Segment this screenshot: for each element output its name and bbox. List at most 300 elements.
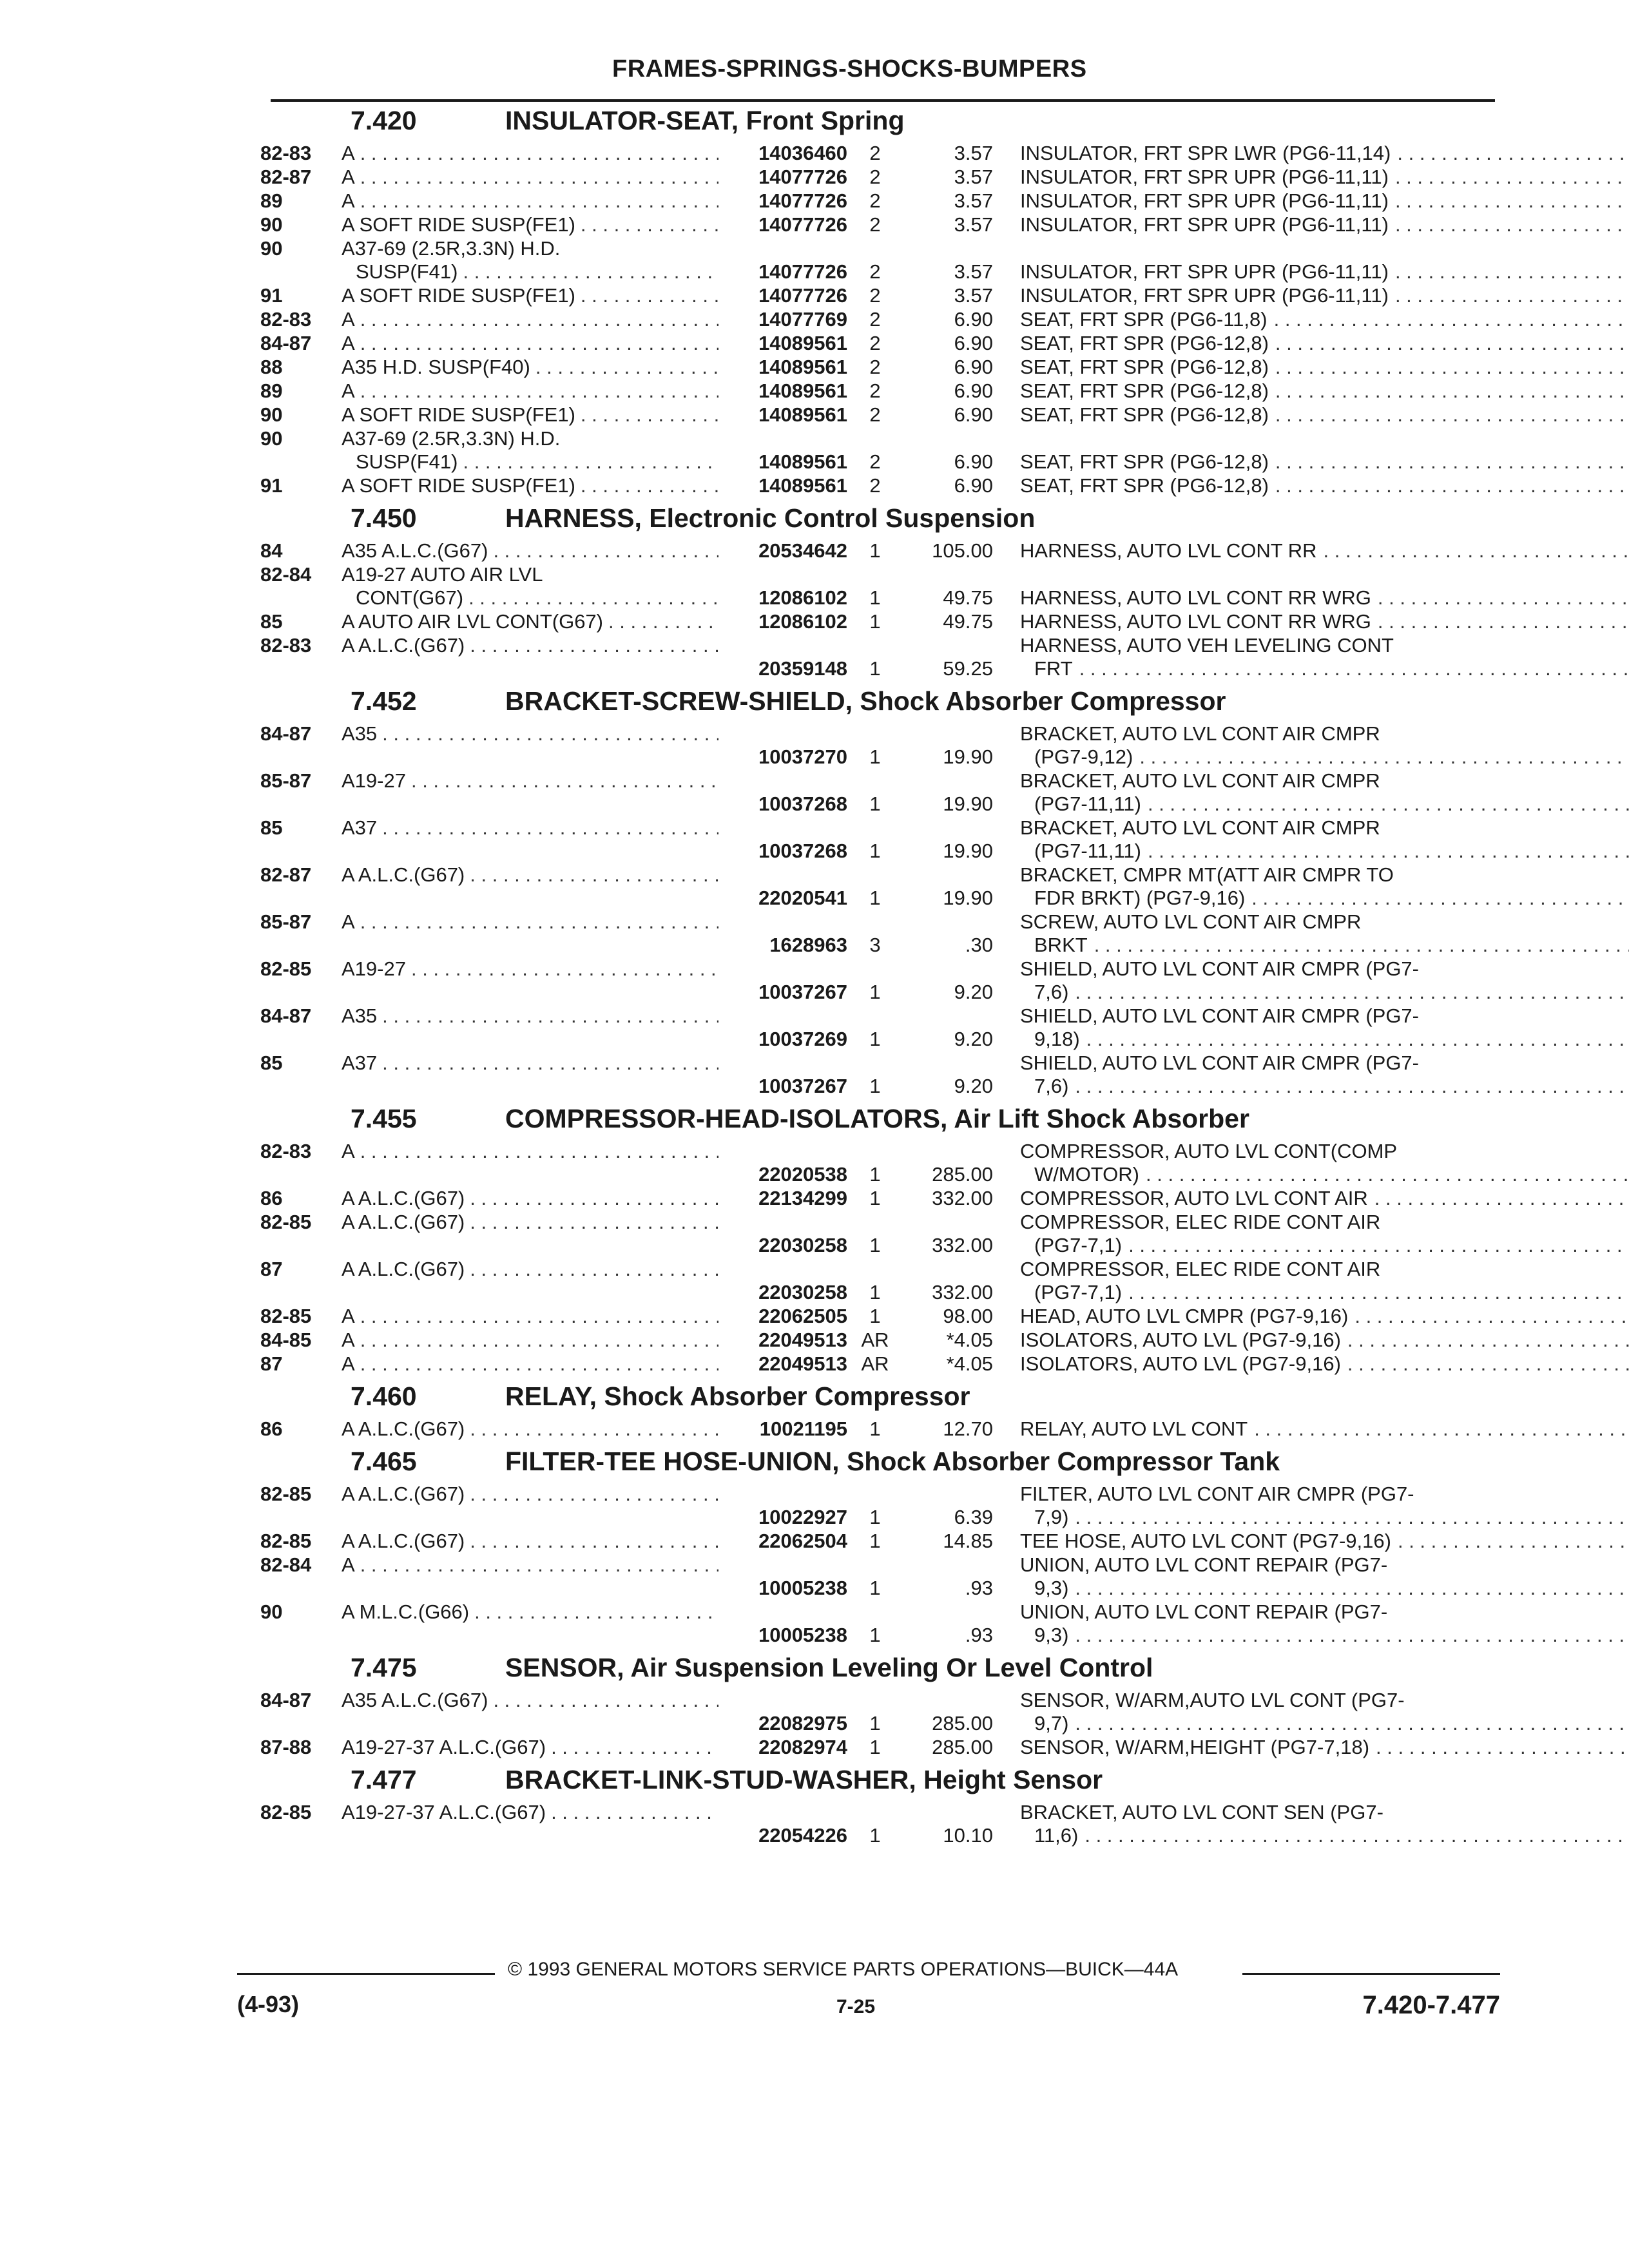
model-cell — [342, 1140, 718, 1186]
description-line — [1020, 284, 1629, 307]
model-year: 82-83 — [260, 1140, 312, 1162]
leader-dots — [1080, 1028, 1629, 1051]
leader-dots — [530, 356, 718, 379]
price: 105.00 — [932, 539, 993, 562]
price: *4.05 — [946, 1329, 993, 1351]
description-text: W/MOTOR) — [1034, 1163, 1140, 1186]
description-text: BRACKET, AUTO LVL CONT AIR CMPR — [1020, 722, 1380, 745]
part-row — [260, 1004, 1498, 1051]
price: 6.90 — [954, 380, 993, 402]
part-description — [993, 1329, 1629, 1352]
part-row — [260, 910, 1498, 957]
description-text: SEAT, FRT SPR (PG6-11,8) — [1020, 308, 1268, 331]
model-line — [342, 610, 718, 633]
part-row — [260, 356, 1498, 379]
part-description — [993, 1211, 1629, 1257]
section-title: SENSOR, Air Suspension Leveling Or Level Control — [505, 1653, 1153, 1682]
description-line — [1020, 840, 1629, 863]
leader-dots — [1068, 1624, 1629, 1647]
part-row — [260, 539, 1498, 562]
leader-dots — [377, 722, 718, 745]
model-line — [342, 474, 718, 497]
leader-dots — [1391, 1530, 1629, 1553]
part-row — [260, 284, 1498, 307]
quantity: 1 — [869, 1530, 881, 1552]
part-row — [260, 1736, 1498, 1759]
description-text: TEE HOSE, AUTO LVL CONT (PG7-9,16) — [1020, 1530, 1391, 1552]
model-line — [342, 1736, 718, 1759]
leader-dots — [355, 308, 718, 331]
part-description — [993, 1553, 1629, 1600]
description-text: (PG7-7,1) — [1034, 1234, 1123, 1256]
model-cell — [342, 1801, 718, 1847]
model-text: A A.L.C.(G67) — [342, 634, 465, 657]
leader-dots — [1078, 1824, 1629, 1847]
model-line — [342, 427, 718, 450]
price: 9.20 — [954, 1028, 993, 1050]
leader-dots — [1389, 284, 1629, 307]
model-text: A SOFT RIDE SUSP(FE1) — [342, 284, 575, 307]
description-line — [1020, 887, 1629, 910]
section-heading — [260, 1760, 1498, 1801]
part-description — [993, 213, 1629, 236]
section-number: 7.450 — [351, 503, 417, 533]
description-line — [1020, 1712, 1629, 1735]
description-text: 9,7) — [1034, 1712, 1069, 1735]
model-text: A35 — [342, 722, 378, 745]
description-line — [1020, 189, 1629, 213]
description-line — [1020, 863, 1629, 887]
model-line — [342, 1600, 718, 1624]
description-line — [1020, 1329, 1629, 1352]
model-year: 84-87 — [260, 722, 312, 745]
model-text: A SOFT RIDE SUSP(FE1) — [342, 403, 575, 426]
description-line — [1020, 539, 1629, 562]
part-description — [993, 1736, 1629, 1759]
model-year: 90 — [260, 237, 283, 260]
page-header — [271, 55, 1495, 101]
part-description — [993, 1483, 1629, 1529]
part-row — [260, 863, 1498, 910]
part-description — [993, 1187, 1629, 1210]
model-line — [342, 380, 718, 403]
model-text: SUSP(F41) — [356, 450, 458, 473]
model-cell — [342, 1211, 718, 1257]
leader-dots — [355, 380, 718, 403]
model-cell — [342, 539, 718, 562]
model-year: 84-87 — [260, 332, 312, 354]
model-line — [342, 332, 718, 355]
part-row — [260, 769, 1498, 816]
description-line — [1020, 657, 1629, 680]
description-line — [1020, 260, 1629, 284]
description-line — [1020, 1506, 1629, 1529]
description-text: INSULATOR, FRT SPR UPR (PG6-11,11) — [1020, 260, 1389, 283]
model-text: A A.L.C.(G67) — [342, 1530, 465, 1552]
model-cell — [342, 1352, 718, 1376]
model-text: A — [342, 332, 355, 354]
description-text: BRKT — [1034, 934, 1088, 956]
quantity: 1 — [869, 1305, 881, 1327]
model-cell — [342, 332, 718, 355]
model-year: 82-85 — [260, 1801, 312, 1823]
model-text: A37-69 (2.5R,3.3N) H.D. — [342, 427, 561, 450]
description-text: COMPRESSOR, ELEC RIDE CONT AIR — [1020, 1258, 1381, 1280]
model-cell — [342, 189, 718, 213]
description-text: SEAT, FRT SPR (PG6-12,8) — [1020, 380, 1269, 402]
model-text: A — [342, 1553, 355, 1576]
model-cell — [342, 284, 718, 307]
model-line — [342, 1553, 718, 1577]
part-row — [260, 1140, 1498, 1186]
price: 98.00 — [943, 1305, 993, 1327]
model-year: 82-85 — [260, 1483, 312, 1505]
leader-dots — [458, 450, 718, 474]
quantity: 2 — [869, 474, 881, 497]
part-number: 22020538 — [758, 1163, 847, 1186]
part-number: 10037268 — [758, 840, 847, 862]
model-cell — [342, 863, 718, 910]
leader-dots — [355, 332, 718, 355]
price: .30 — [965, 934, 993, 956]
part-number: 14089561 — [758, 403, 847, 426]
part-number: 14077726 — [758, 213, 847, 236]
description-text: ISOLATORS, AUTO LVL (PG7-9,16) — [1020, 1329, 1341, 1351]
part-row — [260, 403, 1498, 427]
model-year: 90 — [260, 427, 283, 450]
part-description — [993, 1689, 1629, 1735]
price: 285.00 — [932, 1163, 993, 1186]
leader-dots — [1068, 981, 1629, 1004]
model-text: A19-27 — [342, 769, 406, 792]
part-number: 10037267 — [758, 981, 847, 1003]
description-text: FILTER, AUTO LVL CONT AIR CMPR (PG7- — [1020, 1483, 1414, 1505]
model-year: 89 — [260, 380, 283, 402]
model-text: A35 H.D. SUSP(F40) — [342, 356, 530, 378]
model-line — [342, 769, 718, 793]
model-line — [342, 634, 718, 657]
description-text: HARNESS, AUTO LVL CONT RR WRG — [1020, 610, 1371, 633]
footer-page-number: 7-25 — [836, 1996, 876, 2017]
part-row — [260, 1689, 1498, 1735]
part-row — [260, 380, 1498, 403]
quantity: 2 — [869, 189, 881, 212]
description-line — [1020, 634, 1629, 657]
part-description — [993, 1418, 1629, 1441]
model-text: A35 A.L.C.(G67) — [342, 539, 488, 562]
model-year: 82-84 — [260, 1553, 312, 1576]
description-text: INSULATOR, FRT SPR UPR (PG6-11,11) — [1020, 189, 1389, 212]
price: 49.75 — [943, 610, 993, 633]
description-line — [1020, 1052, 1629, 1075]
leader-dots — [1245, 887, 1629, 910]
model-line — [342, 237, 718, 260]
model-cell — [342, 1258, 718, 1304]
model-text: A A.L.C.(G67) — [342, 1483, 465, 1505]
description-line — [1020, 1352, 1629, 1376]
model-text: A A.L.C.(G67) — [342, 1418, 465, 1440]
model-line — [342, 1483, 718, 1506]
footer-date-code: (4-93) — [237, 1991, 300, 2017]
model-text: A — [342, 1140, 355, 1162]
part-number: 22082975 — [758, 1712, 847, 1735]
price: 6.90 — [954, 450, 993, 473]
leader-dots — [463, 586, 718, 610]
model-year: 86 — [260, 1418, 283, 1440]
model-text: A — [342, 189, 355, 212]
model-year: 82-84 — [260, 563, 312, 586]
model-year: 87 — [260, 1258, 283, 1280]
model-line — [342, 1187, 718, 1210]
section-number: 7.477 — [351, 1765, 417, 1794]
quantity: AR — [861, 1329, 889, 1351]
part-row — [260, 1483, 1498, 1529]
description-line — [1020, 981, 1629, 1004]
description-line — [1020, 1211, 1629, 1234]
model-line — [342, 308, 718, 331]
quantity: 2 — [869, 403, 881, 426]
part-description — [993, 356, 1629, 379]
model-year: 90 — [260, 403, 283, 426]
leader-dots — [1371, 610, 1629, 633]
description-text: RELAY, AUTO LVL CONT — [1020, 1418, 1248, 1440]
model-line — [342, 563, 718, 586]
part-number: 22030258 — [758, 1234, 847, 1256]
part-row — [260, 1600, 1498, 1647]
description-line — [1020, 380, 1629, 403]
part-description — [993, 769, 1629, 816]
description-text: HARNESS, AUTO LVL CONT RR WRG — [1020, 586, 1371, 609]
description-line — [1020, 793, 1629, 816]
quantity: 2 — [869, 213, 881, 236]
model-year: 82-87 — [260, 166, 312, 188]
model-text: A A.L.C.(G67) — [342, 1258, 465, 1280]
model-year: 82-85 — [260, 1211, 312, 1233]
description-text: BRACKET, AUTO LVL CONT AIR CMPR — [1020, 769, 1380, 792]
leader-dots — [355, 910, 718, 934]
model-cell — [342, 910, 718, 957]
model-cell — [342, 1553, 718, 1600]
model-line — [342, 142, 718, 165]
leader-dots — [355, 189, 718, 213]
part-number: 10021195 — [759, 1418, 847, 1440]
model-cell — [342, 563, 718, 610]
price: 14.85 — [943, 1530, 993, 1552]
description-line — [1020, 474, 1629, 497]
description-line — [1020, 1600, 1629, 1624]
part-description — [993, 1352, 1629, 1376]
leader-dots — [1269, 356, 1629, 379]
price: 3.57 — [954, 213, 993, 236]
part-description — [993, 450, 1629, 474]
description-text: 7,6) — [1034, 1075, 1069, 1097]
price: 9.20 — [954, 981, 993, 1003]
part-row — [260, 1801, 1498, 1847]
model-cell — [342, 1187, 718, 1210]
leader-dots — [488, 1689, 718, 1712]
part-number: 10037269 — [758, 1028, 847, 1050]
description-text: SENSOR, W/ARM,HEIGHT (PG7-7,18) — [1020, 1736, 1370, 1758]
model-year: 84-85 — [260, 1329, 312, 1351]
part-row — [260, 237, 1498, 284]
part-number: 22020541 — [758, 887, 847, 909]
description-text: FDR BRKT) (PG7-9,16) — [1034, 887, 1246, 909]
part-number: 14089561 — [758, 332, 847, 354]
leader-dots — [1389, 260, 1629, 284]
model-text: A19-27-37 A.L.C.(G67) — [342, 1801, 546, 1823]
leader-dots — [1341, 1352, 1629, 1376]
part-number: 1628963 — [769, 934, 847, 956]
part-description — [993, 403, 1629, 427]
section-title: RELAY, Shock Absorber Compressor — [505, 1381, 970, 1411]
model-text: A35 A.L.C.(G67) — [342, 1689, 488, 1711]
description-line — [1020, 308, 1629, 331]
model-line — [342, 1052, 718, 1075]
description-line — [1020, 1140, 1629, 1163]
description-line — [1020, 1187, 1629, 1210]
price: 285.00 — [932, 1712, 993, 1735]
description-line — [1020, 450, 1629, 474]
part-description — [993, 260, 1629, 284]
part-row — [260, 816, 1498, 863]
footer-section-range: 7.420-7.477 — [1362, 1991, 1500, 2019]
leader-dots — [1389, 166, 1629, 189]
model-year: 91 — [260, 474, 283, 497]
part-number: 22062504 — [758, 1530, 847, 1552]
price: 332.00 — [932, 1187, 993, 1209]
model-text: A37 — [342, 816, 378, 839]
leader-dots — [1122, 1234, 1629, 1257]
description-line — [1020, 1075, 1629, 1098]
part-row — [260, 563, 1498, 610]
model-year: 90 — [260, 1600, 283, 1623]
part-description — [993, 863, 1629, 910]
quantity: 3 — [869, 934, 881, 956]
description-text: 9,3) — [1034, 1624, 1069, 1646]
description-line — [1020, 745, 1629, 769]
leader-dots — [1088, 934, 1629, 957]
quantity: 1 — [869, 887, 881, 909]
part-number: 12086102 — [758, 610, 847, 633]
part-number: 22134299 — [758, 1187, 847, 1209]
model-cell — [342, 1736, 718, 1759]
leader-dots — [465, 1258, 718, 1281]
model-text: A — [342, 910, 355, 933]
leader-dots — [355, 166, 718, 189]
leader-dots — [1369, 1736, 1629, 1759]
leader-dots — [1317, 539, 1629, 562]
section-number: 7.475 — [351, 1653, 417, 1682]
quantity: 1 — [869, 1234, 881, 1256]
price: 3.57 — [954, 142, 993, 164]
description-text: (PG7-11,11) — [1034, 840, 1141, 862]
part-number: 22082974 — [758, 1736, 847, 1758]
description-line — [1020, 1234, 1629, 1257]
part-number: 10005238 — [758, 1624, 847, 1646]
leader-dots — [1068, 1506, 1629, 1529]
part-description — [993, 1258, 1629, 1304]
model-cell — [342, 166, 718, 189]
leader-dots — [1068, 1712, 1629, 1735]
description-line — [1020, 1483, 1629, 1506]
part-number: 12086102 — [758, 586, 847, 609]
part-description — [993, 957, 1629, 1004]
model-cell — [342, 474, 718, 497]
part-number: 14089561 — [758, 450, 847, 473]
leader-dots — [575, 474, 718, 497]
price: .93 — [965, 1624, 993, 1646]
price: 19.90 — [943, 887, 993, 909]
price: 285.00 — [932, 1736, 993, 1758]
model-text: SUSP(F41) — [356, 260, 458, 283]
description-line — [1020, 1553, 1629, 1577]
model-text: A SOFT RIDE SUSP(FE1) — [342, 213, 575, 236]
part-row — [260, 332, 1498, 355]
model-line — [342, 189, 718, 213]
footer-copyright: © 1993 GENERAL MOTORS SERVICE PARTS OPERATIONS—BUICK—44A — [508, 1959, 1179, 1980]
price: 6.90 — [954, 332, 993, 354]
quantity: 1 — [869, 1028, 881, 1050]
model-line — [342, 356, 718, 379]
description-text: UNION, AUTO LVL CONT REPAIR (PG7- — [1020, 1553, 1388, 1576]
price: 12.70 — [943, 1418, 993, 1440]
quantity: 2 — [869, 356, 881, 378]
leader-dots — [465, 1530, 718, 1553]
description-text: HEAD, AUTO LVL CMPR (PG7-9,16) — [1020, 1305, 1349, 1327]
model-line — [342, 284, 718, 307]
leader-dots — [1073, 657, 1629, 680]
description-text: FRT — [1034, 657, 1073, 680]
quantity: 2 — [869, 332, 881, 354]
leader-dots — [575, 403, 718, 427]
model-cell — [342, 1483, 718, 1529]
part-number: 14077726 — [758, 166, 847, 188]
leader-dots — [458, 260, 718, 284]
model-cell — [342, 722, 718, 769]
description-text: INSULATOR, FRT SPR UPR (PG6-11,11) — [1020, 284, 1389, 307]
model-line — [342, 260, 718, 284]
part-description — [993, 166, 1629, 189]
description-text: SEAT, FRT SPR (PG6-12,8) — [1020, 403, 1269, 426]
model-line — [342, 1530, 718, 1553]
description-line — [1020, 910, 1629, 934]
part-row — [260, 427, 1498, 474]
model-cell — [342, 1305, 718, 1328]
model-line — [342, 1352, 718, 1376]
page-title: FRAMES-SPRINGS-SHOCKS-BUMPERS — [612, 55, 1087, 82]
part-number: 14077726 — [758, 260, 847, 283]
part-number: 14089561 — [758, 356, 847, 378]
description-text: (PG7-11,11) — [1034, 793, 1141, 815]
leader-dots — [575, 284, 718, 307]
price: 6.90 — [954, 356, 993, 378]
model-year: 85 — [260, 610, 283, 633]
quantity: 1 — [869, 1281, 881, 1303]
page-footer — [237, 1959, 1500, 2049]
leader-dots — [1389, 189, 1629, 213]
section-title: BRACKET-LINK-STUD-WASHER, Height Sensor — [505, 1765, 1103, 1794]
description-line — [1020, 1028, 1629, 1051]
model-cell — [342, 634, 718, 680]
description-text: COMPRESSOR, AUTO LVL CONT AIR — [1020, 1187, 1368, 1209]
leader-dots — [465, 634, 718, 657]
part-description — [993, 284, 1629, 307]
quantity: 1 — [869, 840, 881, 862]
model-line — [342, 539, 718, 562]
model-text: A A.L.C.(G67) — [342, 1187, 465, 1209]
model-cell — [342, 1052, 718, 1098]
quantity: 1 — [869, 539, 881, 562]
